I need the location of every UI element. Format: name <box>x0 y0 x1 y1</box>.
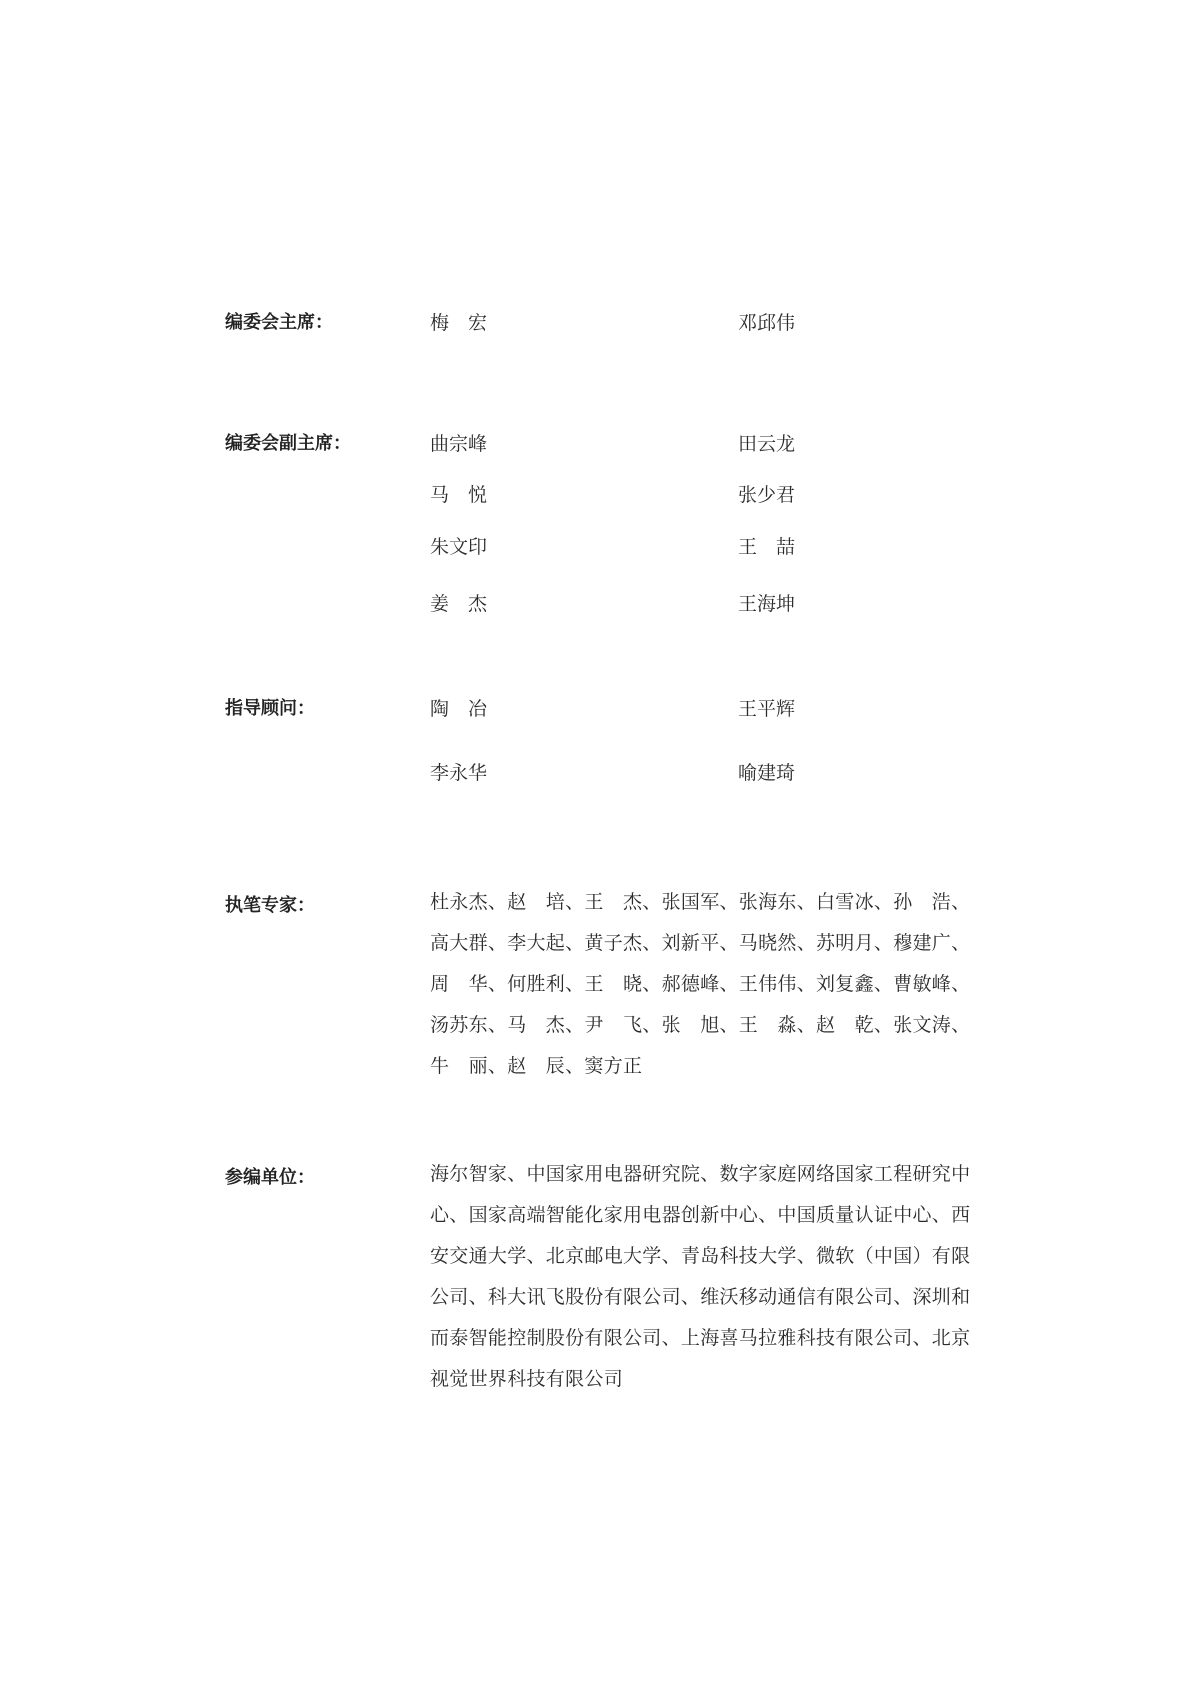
advisor-name: 王平辉 <box>738 698 796 720</box>
units-list <box>430 1154 990 1400</box>
vice-chair-name: 王 喆 <box>738 536 796 558</box>
writers-line: 周 华、何胜利、王 晓、郝德峰、王伟伟、刘复鑫、曹敏峰、 <box>430 973 971 995</box>
vice-chair-label: 编委会副主席： <box>225 433 351 454</box>
units-line: 海尔智家、中国家用电器研究院、数字家庭网络国家工程研究中 <box>430 1163 971 1185</box>
vice-chair-name: 田云龙 <box>738 433 796 455</box>
writers-line: 汤苏东、马 杰、尹 飞、张 旭、王 淼、赵 乾、张文涛、 <box>430 1014 971 1036</box>
chair-label: 编委会主席： <box>225 312 333 333</box>
vice-chair-name: 曲宗峰 <box>430 433 488 455</box>
units-line: 视觉世界科技有限公司 <box>430 1368 624 1390</box>
advisor-name: 李永华 <box>430 762 488 784</box>
writers-line: 杜永杰、赵 培、王 杰、张国军、张海东、白雪冰、孙 浩、 <box>430 891 971 913</box>
units-line: 安交通大学、北京邮电大学、青岛科技大学、微软（中国）有限 <box>430 1245 971 1267</box>
writers-label: 执笔专家： <box>225 895 315 916</box>
units-line: 而泰智能控制股份有限公司、上海喜马拉雅科技有限公司、北京 <box>430 1327 971 1349</box>
writers-list <box>430 882 990 1087</box>
advisor-name: 喻建琦 <box>738 762 796 784</box>
units-line: 公司、科大讯飞股份有限公司、维沃移动通信有限公司、深圳和 <box>430 1286 971 1308</box>
units-line: 心、国家高端智能化家用电器创新中心、中国质量认证中心、西 <box>430 1204 971 1226</box>
advisors-label: 指导顾问： <box>225 698 315 719</box>
vice-chair-name: 姜 杰 <box>430 593 488 615</box>
vice-chair-name: 王海坤 <box>738 593 796 615</box>
advisor-name: 陶 冶 <box>430 698 488 720</box>
vice-chair-name: 朱文印 <box>430 536 488 558</box>
chair-name: 邓邱伟 <box>738 312 796 334</box>
writers-line: 牛 丽、赵 辰、窦方正 <box>430 1055 643 1077</box>
vice-chair-name: 张少君 <box>738 484 796 506</box>
chair-name: 梅 宏 <box>430 312 488 334</box>
units-label: 参编单位： <box>225 1167 315 1188</box>
vice-chair-name: 马 悦 <box>430 484 488 506</box>
writers-line: 高大群、李大起、黄子杰、刘新平、马晓然、苏明月、穆建广、 <box>430 932 971 954</box>
